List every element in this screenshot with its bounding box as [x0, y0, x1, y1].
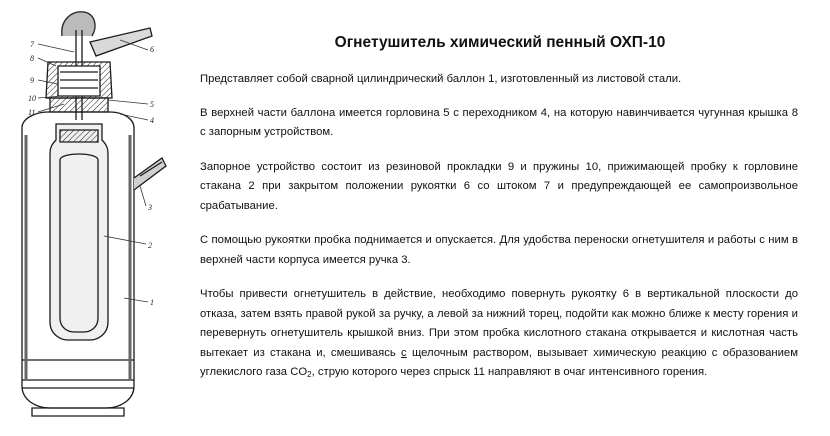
co2-subscript: 2	[307, 370, 312, 379]
label-2: 2	[148, 241, 152, 250]
label-10: 10	[28, 94, 36, 103]
paragraph-handle: С помощью рукоятки пробка поднимается и опускается. Для удобства переноски огнетушителя и работы с ним в верхней части корпуса имеется ручка 3.	[200, 234, 798, 266]
label-9: 9	[30, 76, 34, 85]
paragraph-description: Представляет собой сварной цилиндрический баллон 1, изготовленный из листовой стали.	[200, 73, 682, 85]
document-body	[200, 70, 798, 398]
operation-text-underlined: с	[401, 346, 407, 359]
operation-text-part1: Чтобы привести огнетушитель в действие, необходимо повернуть рукоятку 6 в вертикальной плоскости до отказа, затем взять правой рукой за ручку, а левой за нижний торец, подойти как можно ближе к месту горения и перевернуть огнетушитель крышкой вниз. При этом пробка кислотного стакана открывается и кислотная часть вытекает из стакана и, смешиваясь	[200, 288, 798, 359]
operation-text-part2: щелочным раствором, вызывает химическую реакцию с образованием углекислого газа CO	[200, 346, 798, 378]
label-1: 1	[150, 298, 154, 307]
label-3: 3	[148, 203, 152, 212]
page-title: Огнетушитель химический пенный ОХП-10	[334, 34, 666, 51]
label-6: 6	[150, 45, 154, 54]
label-8: 8	[30, 54, 34, 63]
operation-text-part3: , струю которого через спрыск 11 направляют в очаг интенсивного горения.	[311, 366, 708, 378]
label-7: 7	[30, 40, 34, 49]
label-11: 11	[28, 108, 36, 117]
paragraph-operation	[200, 285, 798, 383]
paragraph-neck: В верхней части баллона имеется горловина 5 с переходником 4, на которую навинчивается чугунная крышка 8 с запорным устройством.	[200, 106, 798, 138]
fire-extinguisher-diagram	[0, 0, 185, 436]
label-4: 4	[150, 116, 154, 125]
label-5: 5	[150, 100, 154, 109]
paragraph-locking-device: Запорное устройство состоит из резиновой прокладки 9 и пружины 10, прижимающей пробку к горловине стакана 2 при закрытом положении рукоятки 6 со штоком 7 и предупреждающей ее самопроизвольное срабатывание.	[200, 160, 798, 212]
